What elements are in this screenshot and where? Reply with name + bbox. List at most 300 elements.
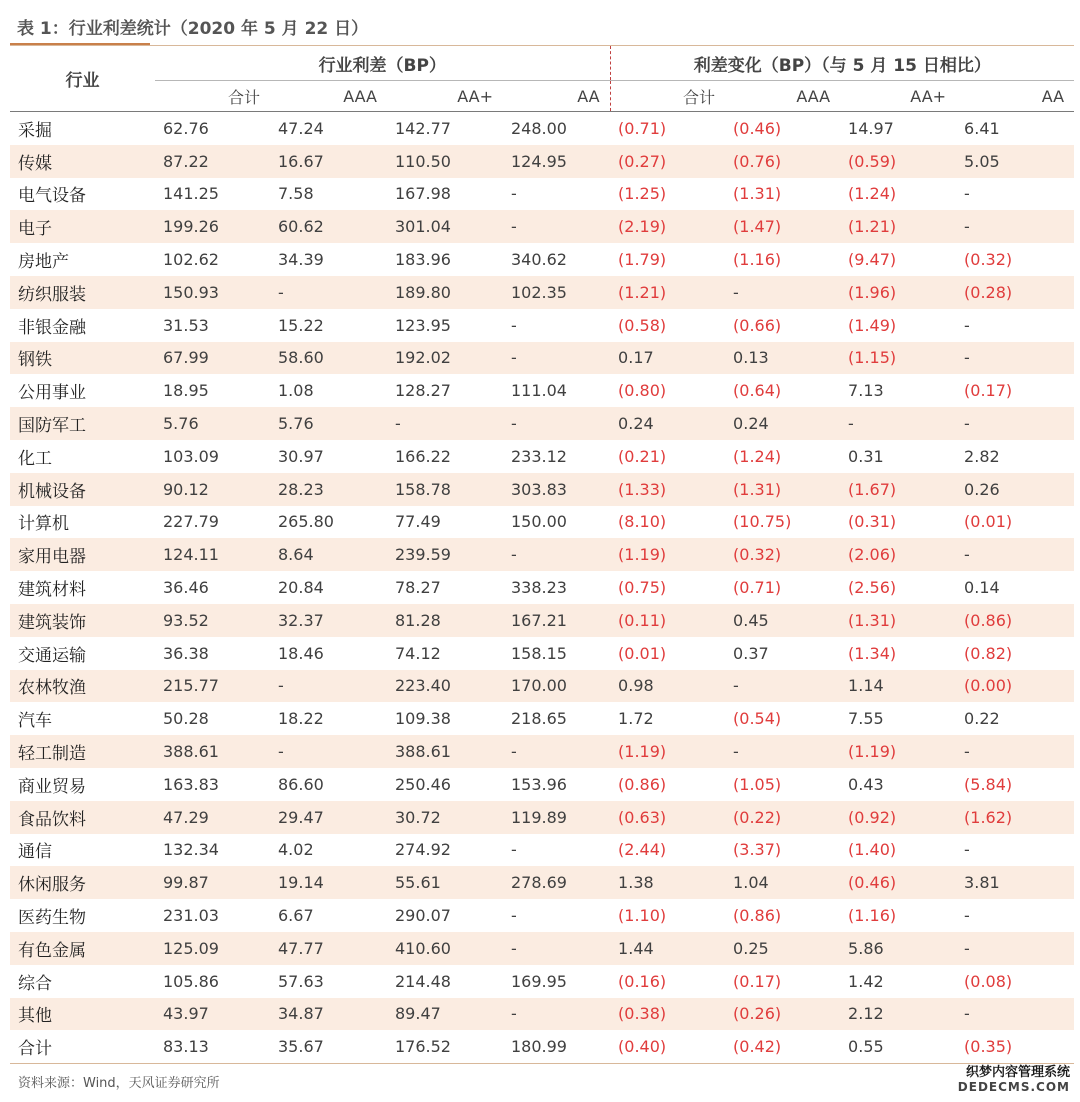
value-cell: 239.59 — [387, 538, 503, 571]
value-cell: 231.03 — [163, 906, 219, 926]
value-cell: 7.13 — [848, 381, 884, 401]
value-cell: - — [503, 932, 610, 965]
value-cell: (0.66) — [733, 315, 782, 335]
value-cell: (2.06) — [840, 538, 956, 571]
value-cell: 111.04 — [511, 381, 567, 401]
value-cell: 102.35 — [503, 276, 610, 309]
value-cell: - — [956, 342, 1074, 375]
table-row — [10, 670, 1074, 703]
table-row — [10, 866, 1074, 899]
value-cell: 150.93 — [155, 276, 270, 309]
value-cell: (0.17) — [964, 381, 1013, 401]
value-cell: 47.24 — [278, 118, 324, 138]
value-cell: (1.19) — [610, 735, 725, 768]
value-cell: 47.77 — [270, 932, 387, 965]
value-cell: 18.46 — [278, 643, 324, 663]
value-cell: (0.86) — [733, 906, 782, 926]
value-cell: 0.24 — [725, 407, 840, 440]
value-cell: (0.40) — [610, 1030, 725, 1063]
value-cell: 5.76 — [270, 407, 387, 440]
value-cell: - — [956, 210, 1074, 243]
value-cell: 18.22 — [278, 709, 324, 729]
value-cell: - — [725, 735, 840, 768]
value-cell: 77.49 — [395, 512, 441, 532]
value-cell: (0.28) — [956, 276, 1074, 309]
table-row — [10, 374, 1074, 407]
value-cell: 5.86 — [840, 932, 956, 965]
table-body — [10, 112, 1074, 1063]
value-cell: 303.83 — [503, 473, 610, 506]
value-cell: 0.24 — [610, 407, 725, 440]
table-row — [10, 538, 1074, 571]
value-cell: 153.96 — [511, 774, 567, 794]
industry-cell: 机械设备 — [10, 473, 155, 506]
value-cell: (0.82) — [964, 643, 1013, 663]
value-cell: 29.47 — [270, 801, 387, 834]
value-cell: 233.12 — [511, 446, 567, 466]
value-cell: 67.99 — [155, 342, 270, 375]
value-cell: 0.45 — [725, 604, 840, 637]
value-cell: 301.04 — [387, 210, 503, 243]
value-cell: 218.65 — [511, 709, 567, 729]
value-cell: 119.89 — [503, 801, 610, 834]
value-cell: - — [270, 276, 387, 309]
table-row — [10, 801, 1074, 834]
value-cell: (1.24) — [733, 446, 782, 466]
value-cell: (0.26) — [725, 998, 840, 1031]
value-cell: (0.86) — [618, 774, 667, 794]
value-cell: (1.49) — [848, 315, 897, 335]
value-cell: (0.27) — [610, 145, 725, 178]
value-cell: 388.61 — [387, 735, 503, 768]
value-cell: 340.62 — [511, 250, 567, 270]
value-cell: (0.32) — [725, 538, 840, 571]
value-cell: 5.05 — [956, 145, 1074, 178]
value-cell: 338.23 — [511, 578, 567, 598]
value-cell: (0.42) — [725, 1030, 840, 1063]
value-cell: - — [956, 932, 1074, 965]
value-cell: 102.62 — [163, 250, 219, 270]
value-cell: (0.71) — [618, 118, 667, 138]
value-cell: - — [956, 735, 1074, 768]
value-cell: 7.55 — [848, 709, 884, 729]
value-cell: (0.35) — [956, 1030, 1074, 1063]
industry-cell: 家用电器 — [10, 538, 155, 571]
value-cell: (1.79) — [618, 250, 667, 270]
value-cell: - — [511, 840, 517, 860]
industry-spread-table — [10, 46, 1074, 1064]
value-cell: 0.98 — [610, 670, 725, 703]
source-note: 资料来源：Wind，天风证券研究所 — [18, 1076, 220, 1091]
value-cell: - — [840, 407, 956, 440]
industry-cell: 公用事业 — [18, 383, 86, 404]
value-cell: 0.22 — [964, 709, 1000, 729]
value-cell: - — [725, 276, 840, 309]
value-cell: 199.26 — [155, 210, 270, 243]
value-cell: (1.31) — [840, 604, 956, 637]
industry-cell: 传媒 — [10, 145, 155, 178]
value-cell: (1.16) — [848, 906, 897, 926]
value-cell: 109.38 — [395, 709, 451, 729]
value-cell: - — [503, 407, 610, 440]
value-cell: (1.33) — [610, 473, 725, 506]
value-cell: 123.95 — [395, 315, 451, 335]
value-cell: 90.12 — [155, 473, 270, 506]
value-cell: (0.11) — [610, 604, 725, 637]
value-cell: 0.37 — [733, 643, 769, 663]
value-cell: 32.37 — [270, 604, 387, 637]
industry-cell: 通信 — [18, 842, 52, 863]
value-cell: 141.25 — [163, 184, 219, 204]
value-cell: - — [964, 184, 970, 204]
industry-cell: 交通运输 — [18, 645, 86, 666]
header-industry: 行业 — [65, 71, 100, 91]
value-cell: - — [956, 998, 1074, 1031]
value-cell: 36.38 — [163, 643, 209, 663]
table-row — [10, 276, 1074, 309]
value-cell: (1.05) — [733, 774, 782, 794]
value-cell: 274.92 — [395, 840, 451, 860]
value-cell: (0.58) — [618, 315, 667, 335]
value-cell: 7.58 — [278, 184, 314, 204]
value-cell: 128.27 — [395, 381, 451, 401]
industry-cell: 轻工制造 — [10, 735, 155, 768]
industry-cell: 纺织服装 — [10, 276, 155, 309]
value-cell: (0.59) — [840, 145, 956, 178]
header-group-change: 利差变化（BP）（与 5 月 15 日相比） — [610, 46, 1074, 81]
value-cell: (0.01) — [964, 512, 1013, 532]
value-cell: (1.31) — [725, 473, 840, 506]
value-cell: 34.39 — [278, 250, 324, 270]
industry-cell: 综合 — [18, 973, 52, 994]
value-cell: 180.99 — [503, 1030, 610, 1063]
value-cell: 60.62 — [270, 210, 387, 243]
value-cell: (1.24) — [848, 184, 897, 204]
value-cell: 1.44 — [610, 932, 725, 965]
value-cell: 62.76 — [163, 118, 209, 138]
value-cell: 0.13 — [725, 342, 840, 375]
value-cell: 0.17 — [610, 342, 725, 375]
value-cell: - — [964, 906, 970, 926]
value-cell: 1.04 — [725, 866, 840, 899]
value-cell: (0.86) — [956, 604, 1074, 637]
value-cell: 1.42 — [848, 971, 884, 991]
value-cell: (0.08) — [964, 971, 1013, 991]
value-cell: 81.28 — [387, 604, 503, 637]
value-cell: - — [956, 407, 1074, 440]
value-cell: 0.26 — [956, 473, 1074, 506]
value-cell: (0.54) — [733, 709, 782, 729]
value-cell: 176.52 — [387, 1030, 503, 1063]
table-row — [10, 473, 1074, 506]
value-cell: 15.22 — [278, 315, 324, 335]
header-spread-total: 合计 — [227, 87, 260, 107]
value-cell: 189.80 — [387, 276, 503, 309]
value-cell: (0.17) — [733, 971, 782, 991]
value-cell: 158.78 — [387, 473, 503, 506]
table-row — [10, 210, 1074, 243]
value-cell: 103.09 — [163, 446, 219, 466]
value-cell: 183.96 — [395, 250, 451, 270]
value-cell: 30.97 — [278, 446, 324, 466]
watermark-en: DEDECMS.COM — [957, 1079, 1070, 1094]
header-spread-aa: AA — [577, 86, 600, 106]
value-cell: 166.22 — [395, 446, 451, 466]
value-cell: 132.34 — [163, 840, 219, 860]
table-row — [10, 243, 1074, 276]
value-cell: (0.46) — [840, 866, 956, 899]
value-cell: (1.25) — [618, 184, 667, 204]
value-cell: - — [503, 538, 610, 571]
table-row — [10, 702, 1074, 735]
value-cell: (1.62) — [956, 801, 1074, 834]
table-row — [10, 735, 1074, 768]
value-cell: (0.22) — [725, 801, 840, 834]
industry-cell: 房地产 — [18, 252, 69, 273]
value-cell: 78.27 — [395, 578, 441, 598]
industry-cell: 非银金融 — [18, 317, 86, 338]
value-cell: - — [387, 407, 503, 440]
value-cell: (1.67) — [840, 473, 956, 506]
value-cell: - — [511, 315, 517, 335]
table-row — [10, 965, 1074, 998]
value-cell: 35.67 — [270, 1030, 387, 1063]
value-cell: 250.46 — [395, 774, 451, 794]
value-cell: - — [503, 210, 610, 243]
value-cell: 4.02 — [278, 840, 314, 860]
value-cell: 105.86 — [163, 971, 219, 991]
value-cell: 2.82 — [964, 446, 1000, 466]
industry-cell: 合计 — [10, 1030, 155, 1063]
value-cell: (1.21) — [610, 276, 725, 309]
table-row — [10, 178, 1074, 211]
value-cell: (0.75) — [618, 578, 667, 598]
industry-cell: 其他 — [10, 998, 155, 1031]
value-cell: - — [270, 670, 387, 703]
value-cell: 214.48 — [395, 971, 451, 991]
table-row — [10, 571, 1074, 604]
header-change-aaa: AAA — [796, 86, 831, 106]
value-cell: 36.46 — [163, 578, 209, 598]
value-cell: (0.01) — [618, 643, 667, 663]
value-cell: (0.63) — [610, 801, 725, 834]
value-cell: - — [964, 315, 970, 335]
table-row — [10, 407, 1074, 440]
industry-cell: 休闲服务 — [10, 866, 155, 899]
watermark-cn: 织梦内容管理系统 — [965, 1065, 1070, 1080]
header-change-aaplus: AA+ — [910, 86, 947, 106]
value-cell: 125.09 — [155, 932, 270, 965]
value-cell: 18.95 — [163, 381, 209, 401]
value-cell: 0.43 — [848, 774, 884, 794]
value-cell: 278.69 — [503, 866, 610, 899]
table-row — [10, 342, 1074, 375]
industry-cell: 钢铁 — [10, 342, 155, 375]
value-cell: 3.81 — [956, 866, 1074, 899]
value-cell: (0.46) — [733, 118, 782, 138]
value-cell: (5.84) — [964, 774, 1013, 794]
value-cell: (1.21) — [840, 210, 956, 243]
value-cell: 58.60 — [270, 342, 387, 375]
value-cell: (0.31) — [848, 512, 897, 532]
industry-cell: 医药生物 — [18, 908, 86, 929]
value-cell: - — [503, 998, 610, 1031]
value-cell: (0.76) — [725, 145, 840, 178]
value-cell: 99.87 — [155, 866, 270, 899]
table-row — [10, 112, 1074, 145]
value-cell: (1.31) — [733, 184, 782, 204]
value-cell: (1.15) — [840, 342, 956, 375]
header-group-spread: 行业利差（BP） — [155, 46, 610, 81]
table-row — [10, 834, 1074, 867]
industry-cell: 计算机 — [18, 514, 69, 535]
header-change-aa: AA — [1041, 86, 1065, 106]
value-cell: (0.38) — [610, 998, 725, 1031]
value-cell: (2.56) — [848, 578, 897, 598]
value-cell: 170.00 — [503, 670, 610, 703]
header-spread-aaa: AAA — [343, 86, 377, 106]
value-cell: (1.10) — [618, 906, 667, 926]
value-cell: 31.53 — [163, 315, 209, 335]
value-cell: 0.14 — [964, 578, 1000, 598]
value-cell: 6.67 — [278, 906, 314, 926]
table-row — [10, 604, 1074, 637]
value-cell: 30.72 — [387, 801, 503, 834]
value-cell: (1.96) — [840, 276, 956, 309]
industry-cell: 电子 — [10, 210, 155, 243]
value-cell: 20.84 — [278, 578, 324, 598]
table-row — [10, 768, 1074, 801]
value-cell: 89.47 — [387, 998, 503, 1031]
industry-cell: 采掘 — [18, 120, 52, 141]
watermark — [958, 1066, 1070, 1095]
value-cell: (8.10) — [618, 512, 667, 532]
value-cell: 167.21 — [503, 604, 610, 637]
industry-cell: 建筑装饰 — [10, 604, 155, 637]
header-spread-aaplus: AA+ — [457, 86, 493, 106]
value-cell: - — [956, 538, 1074, 571]
value-cell: 57.63 — [278, 971, 324, 991]
value-cell: 50.28 — [163, 709, 209, 729]
value-cell: 1.72 — [618, 709, 654, 729]
value-cell: 388.61 — [155, 735, 270, 768]
table-row — [10, 899, 1074, 932]
value-cell: 5.76 — [155, 407, 270, 440]
value-cell: - — [511, 906, 517, 926]
industry-cell: 汽车 — [18, 711, 52, 732]
value-cell: 55.61 — [387, 866, 503, 899]
value-cell: 6.41 — [964, 118, 1000, 138]
value-cell: (0.21) — [618, 446, 667, 466]
value-cell: (1.19) — [610, 538, 725, 571]
industry-cell: 商业贸易 — [18, 776, 86, 797]
value-cell: 86.60 — [278, 774, 324, 794]
value-cell: (0.16) — [618, 971, 667, 991]
value-cell: (1.16) — [733, 250, 782, 270]
value-cell: 169.95 — [511, 971, 567, 991]
value-cell: 124.95 — [503, 145, 610, 178]
value-cell: 150.00 — [511, 512, 567, 532]
value-cell: (0.64) — [733, 381, 782, 401]
value-cell: 8.64 — [270, 538, 387, 571]
value-cell: 124.11 — [155, 538, 270, 571]
table-row — [10, 145, 1074, 178]
value-cell: 93.52 — [155, 604, 270, 637]
table-row — [10, 637, 1074, 670]
value-cell: (1.40) — [848, 840, 897, 860]
value-cell: (1.34) — [848, 643, 897, 663]
table-row — [10, 998, 1074, 1031]
value-cell: (0.80) — [618, 381, 667, 401]
table-row — [10, 1030, 1074, 1063]
value-cell: - — [503, 342, 610, 375]
table-row — [10, 506, 1074, 539]
value-cell: 290.07 — [395, 906, 451, 926]
value-cell: 74.12 — [395, 643, 441, 663]
value-cell: (1.19) — [840, 735, 956, 768]
value-cell: 47.29 — [155, 801, 270, 834]
value-cell: (0.32) — [964, 250, 1013, 270]
value-cell: 215.77 — [155, 670, 270, 703]
value-cell: (2.44) — [618, 840, 667, 860]
table-title: 表 1：行业利差统计（2020 年 5 月 22 日） — [17, 19, 369, 39]
value-cell: 19.14 — [270, 866, 387, 899]
value-cell: 227.79 — [163, 512, 219, 532]
value-cell: (0.00) — [956, 670, 1074, 703]
value-cell: 0.31 — [848, 446, 884, 466]
industry-cell: 农林牧渔 — [10, 670, 155, 703]
value-cell: 1.38 — [610, 866, 725, 899]
value-cell: 158.15 — [511, 643, 567, 663]
value-cell: 142.77 — [395, 118, 451, 138]
value-cell: 2.12 — [840, 998, 956, 1031]
value-cell: 110.50 — [387, 145, 503, 178]
value-cell: 163.83 — [163, 774, 219, 794]
industry-cell: 国防军工 — [10, 407, 155, 440]
industry-cell: 食品饮料 — [10, 801, 155, 834]
industry-cell: 电气设备 — [18, 186, 86, 207]
table-row — [10, 440, 1074, 473]
value-cell: 14.97 — [848, 118, 894, 138]
value-cell: 1.14 — [840, 670, 956, 703]
value-cell: (10.75) — [733, 512, 792, 532]
industry-cell: 化工 — [18, 448, 52, 469]
industry-cell: 有色金属 — [10, 932, 155, 965]
industry-cell: 建筑材料 — [18, 580, 86, 601]
value-cell: 34.87 — [270, 998, 387, 1031]
value-cell: 223.40 — [387, 670, 503, 703]
value-cell: 192.02 — [387, 342, 503, 375]
value-cell: 167.98 — [395, 184, 451, 204]
value-cell: (3.37) — [733, 840, 782, 860]
value-cell: 410.60 — [387, 932, 503, 965]
value-cell: 1.08 — [278, 381, 314, 401]
value-cell: 43.97 — [155, 998, 270, 1031]
value-cell: - — [511, 184, 517, 204]
value-cell: (0.92) — [840, 801, 956, 834]
value-cell: (1.47) — [725, 210, 840, 243]
value-cell: 28.23 — [270, 473, 387, 506]
value-cell: 265.80 — [278, 512, 334, 532]
value-cell: 83.13 — [155, 1030, 270, 1063]
table-row — [10, 309, 1074, 342]
value-cell: 87.22 — [155, 145, 270, 178]
value-cell: 248.00 — [511, 118, 567, 138]
value-cell: - — [270, 735, 387, 768]
value-cell: - — [964, 840, 970, 860]
value-cell: 0.25 — [725, 932, 840, 965]
header-change-total: 合计 — [610, 81, 725, 112]
